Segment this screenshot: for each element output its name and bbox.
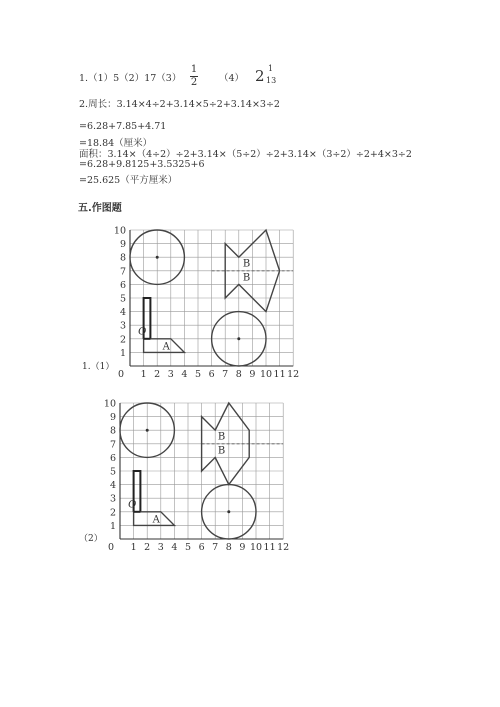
q2-perimeter-step: =6.28+7.85+4.71 bbox=[79, 121, 167, 132]
x-tick-label: 5 bbox=[194, 369, 202, 380]
figure2-grid-drawing bbox=[100, 393, 300, 558]
x-tick-label: 7 bbox=[212, 542, 219, 553]
label-o: O bbox=[138, 326, 147, 338]
label-a: A bbox=[162, 341, 170, 353]
q2-perimeter-line: 2.周长：3.14×4÷2+3.14×5÷2+3.14×3÷2 bbox=[79, 99, 280, 110]
y-tick-label: 9 bbox=[109, 412, 116, 424]
y-tick-label: 7 bbox=[109, 439, 116, 451]
y-tick-label: 4 bbox=[119, 307, 126, 319]
y-tick-label: 8 bbox=[109, 425, 116, 437]
y-tick-label: 6 bbox=[119, 279, 126, 291]
q1-fraction bbox=[190, 65, 198, 88]
x-tick-label: 10 bbox=[249, 542, 263, 553]
figure2-label: （2） bbox=[79, 534, 103, 544]
mixed-numerator: 1 bbox=[268, 64, 274, 73]
x-tick-label: 3 bbox=[157, 542, 164, 553]
y-tick-label: 7 bbox=[119, 266, 126, 278]
x-tick-label: 5 bbox=[184, 542, 192, 553]
x-tick-label: 9 bbox=[249, 369, 256, 380]
figure1-label: 1.（1） bbox=[82, 362, 115, 372]
y-tick-label: 5 bbox=[109, 466, 116, 478]
y-tick-label: 9 bbox=[119, 239, 126, 251]
label-a: A bbox=[152, 514, 160, 526]
x-tick-label: 6 bbox=[208, 369, 215, 380]
label-b-lower: B bbox=[217, 445, 226, 457]
circle-upper-center bbox=[146, 429, 149, 432]
y-tick-label: 3 bbox=[119, 320, 126, 332]
x-tick-label: 1 bbox=[140, 369, 147, 380]
x-tick-label: 10 bbox=[259, 369, 273, 380]
label-b-upper: B bbox=[217, 431, 226, 443]
q2-area-step: =6.28+9.8125+3.5325+6 bbox=[79, 159, 205, 170]
x-tick-label: 11 bbox=[263, 542, 276, 553]
x-tick-label: 0 bbox=[117, 369, 125, 380]
q2-area-result: =25.625（平方厘米） bbox=[79, 175, 178, 186]
x-tick-label: 3 bbox=[167, 369, 174, 380]
x-tick-label: 4 bbox=[171, 542, 178, 553]
x-tick-label: 8 bbox=[225, 542, 232, 553]
x-tick-label: 2 bbox=[154, 369, 161, 380]
x-tick-label: 12 bbox=[287, 369, 300, 380]
label-b-lower: B bbox=[242, 272, 251, 284]
circle-lower-center bbox=[227, 510, 230, 513]
x-tick-label: 6 bbox=[198, 542, 205, 553]
section-heading: 五.作图题 bbox=[78, 203, 122, 214]
x-tick-label: 4 bbox=[181, 369, 188, 380]
y-tick-label: 5 bbox=[119, 293, 126, 305]
label-b-upper: B bbox=[242, 258, 251, 270]
circle-upper-center bbox=[156, 256, 159, 259]
fraction-numerator: 1 bbox=[190, 64, 198, 75]
mixed-denominator: 13 bbox=[266, 76, 277, 85]
y-tick-label: 8 bbox=[119, 252, 126, 264]
y-tick-label: 4 bbox=[109, 480, 116, 492]
x-tick-label: 12 bbox=[277, 542, 290, 553]
fraction-denominator: 2 bbox=[190, 77, 198, 88]
x-tick-label: 7 bbox=[222, 369, 229, 380]
x-tick-label: 8 bbox=[235, 369, 242, 380]
x-tick-label: 9 bbox=[239, 542, 246, 553]
label-o: O bbox=[128, 499, 137, 511]
q2-perimeter-result: =18.84（厘米） bbox=[79, 138, 153, 149]
y-tick-label: 10 bbox=[113, 225, 126, 237]
figure1-grid-drawing bbox=[110, 220, 310, 385]
q2-area-line: 面积：3.14×（4÷2）÷2+3.14×（5÷2）÷2+3.14×（3÷2）÷2+4×3÷2 bbox=[79, 149, 412, 160]
x-tick-label: 2 bbox=[144, 542, 151, 553]
q1-mixed-number bbox=[255, 64, 277, 85]
q1-part4: （4） bbox=[219, 73, 245, 84]
circle-lower-center bbox=[237, 337, 240, 340]
y-tick-label: 3 bbox=[109, 493, 116, 505]
mixed-whole: 2 bbox=[255, 67, 265, 85]
q1-text: 1.（1）5（2）17（3） bbox=[79, 73, 182, 84]
x-tick-label: 0 bbox=[107, 542, 115, 553]
x-tick-label: 11 bbox=[273, 369, 286, 380]
y-tick-label: 2 bbox=[109, 507, 116, 519]
x-tick-label: 1 bbox=[130, 542, 137, 553]
y-tick-label: 2 bbox=[119, 334, 126, 346]
y-tick-label: 10 bbox=[103, 398, 116, 410]
y-tick-label: 1 bbox=[109, 520, 116, 532]
y-tick-label: 1 bbox=[119, 347, 126, 359]
y-tick-label: 6 bbox=[109, 452, 116, 464]
